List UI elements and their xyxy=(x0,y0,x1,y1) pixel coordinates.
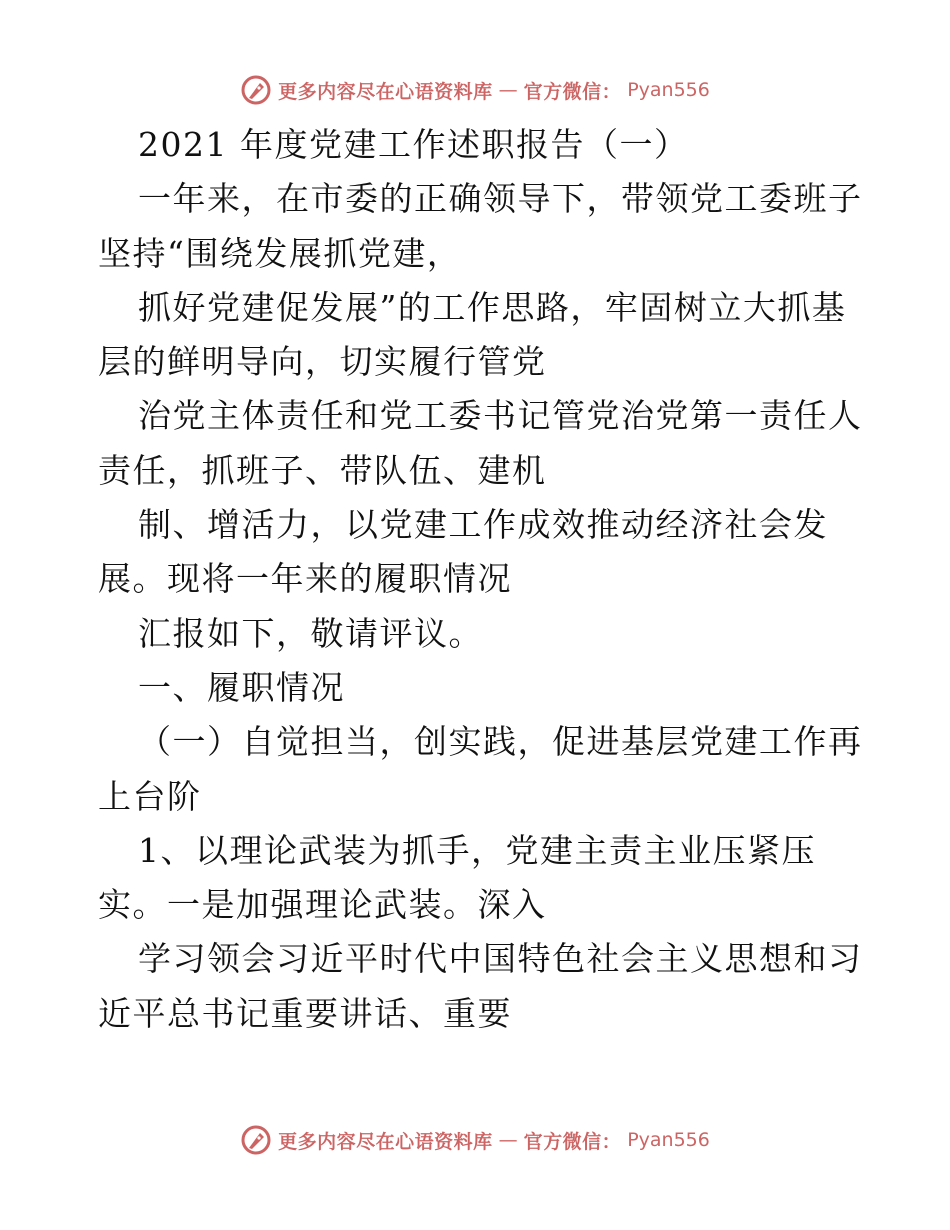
watermark-account: Pyan556 xyxy=(627,79,710,101)
doc-line: 实。一是加强理论武装。深入 xyxy=(98,885,547,925)
pen-nib-circle-icon xyxy=(240,74,272,106)
doc-line: 学习领会习近平时代中国特色社会主义思想和习 xyxy=(138,939,863,979)
doc-line: 制、增活力，以党建工作成效推动经济社会发 xyxy=(138,505,828,545)
subsection-heading: （一）自觉担当，创实践，促进基层党建工作再 xyxy=(138,722,863,762)
doc-line: 近平总书记重要讲话、重要 xyxy=(98,993,512,1033)
doc-line: 汇报如下，敬请评议。 xyxy=(138,613,483,653)
doc-line: 抓好党建促发展”的工作思路，牢固树立大抓基 xyxy=(138,287,847,327)
header-watermark xyxy=(0,70,950,110)
subsection-heading-cont: 上台阶 xyxy=(98,776,202,816)
watermark-brand-text: 更多内容尽在心语资料库 xyxy=(278,1130,493,1153)
doc-title: 2021 年度党建工作述职报告（一） xyxy=(138,125,689,164)
doc-line: 治党主体责任和党工委书记管党治党第一责任人 xyxy=(138,396,863,436)
footer-watermark xyxy=(0,1120,950,1160)
section-heading: 一、履职情况 xyxy=(138,667,345,707)
doc-line: 展。现将一年来的履职情况 xyxy=(98,559,512,599)
document-body xyxy=(98,118,863,1041)
watermark-label-text: 官方微信： xyxy=(523,1130,622,1153)
doc-line: 坚持“围绕发展抓党建， xyxy=(98,233,462,273)
watermark-separator: — xyxy=(498,1129,518,1151)
doc-line: 一年来，在市委的正确领导下，带领党工委班子 xyxy=(138,179,863,219)
pen-nib-circle-icon xyxy=(240,1124,272,1156)
watermark-separator: — xyxy=(498,79,518,101)
doc-line: 1、以理论武装为抓手，党建主责主业压紧压 xyxy=(138,830,816,870)
doc-line: 责任，抓班子、带队伍、建机 xyxy=(98,450,547,490)
watermark-label-text: 官方微信： xyxy=(523,80,622,103)
watermark-account: Pyan556 xyxy=(627,1129,710,1151)
watermark-brand-text: 更多内容尽在心语资料库 xyxy=(278,80,493,103)
doc-line: 层的鲜明导向，切实履行管党 xyxy=(98,342,547,382)
